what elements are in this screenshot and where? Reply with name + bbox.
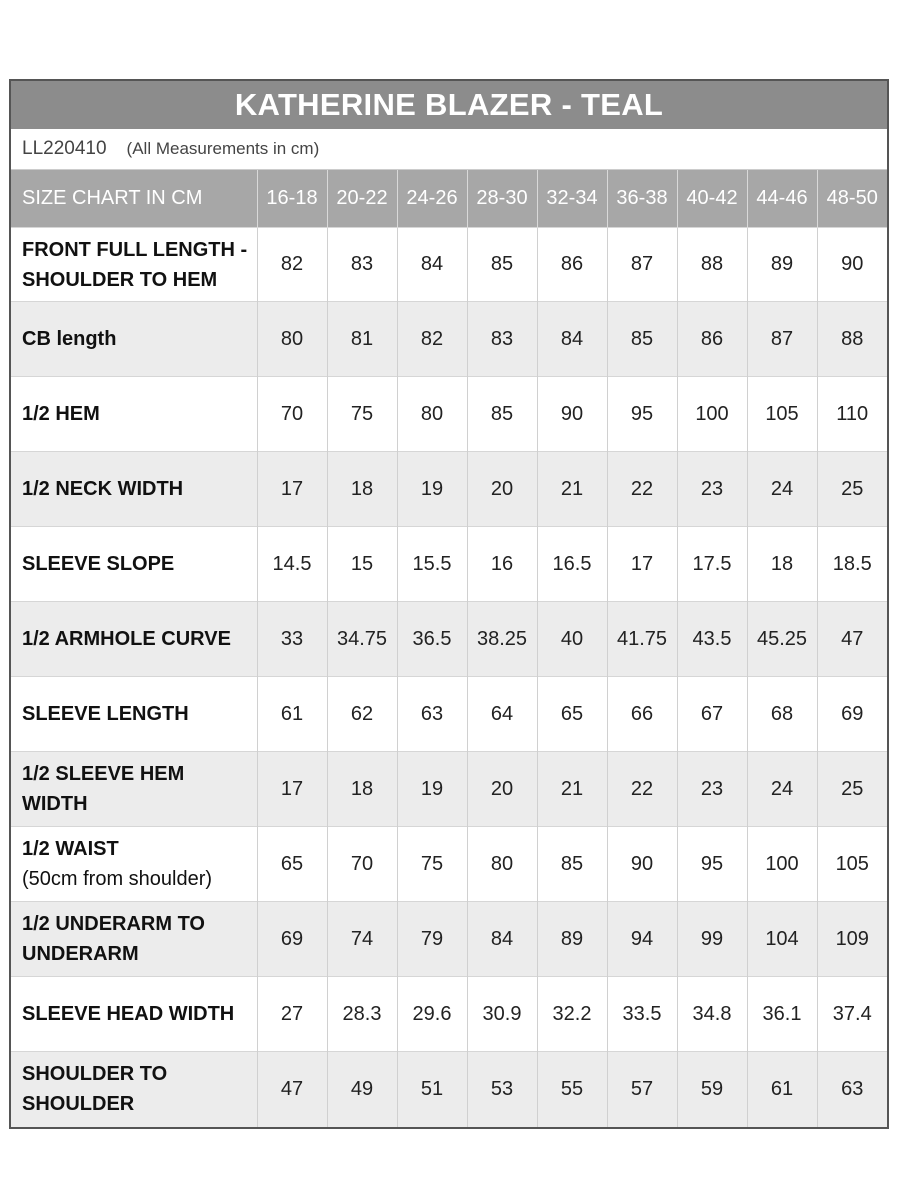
measurement-cell: 80: [397, 377, 467, 452]
measurement-cell: 65: [257, 827, 327, 902]
measurement-cell: 32.2: [537, 977, 607, 1052]
row-label: [11, 527, 257, 602]
measurement-cell: 70: [257, 377, 327, 452]
size-header: 40-42: [677, 170, 747, 228]
measurement-cell: 90: [817, 228, 887, 302]
measurement-cell: 110: [817, 377, 887, 452]
measurement-cell: 85: [467, 377, 537, 452]
measurement-cell: 21: [537, 752, 607, 827]
row-label: [11, 452, 257, 527]
measurement-cell: 18: [327, 752, 397, 827]
measurement-cell: 24: [747, 752, 817, 827]
measurement-cell: 57: [607, 1052, 677, 1127]
measurement-cell: 16.5: [537, 527, 607, 602]
measurement-cell: 99: [677, 902, 747, 977]
measurement-cell: 37.4: [817, 977, 887, 1052]
measurement-cell: 43.5: [677, 602, 747, 677]
measurement-cell: 74: [327, 902, 397, 977]
measurement-cell: 20: [467, 752, 537, 827]
row-label-line: 1/2 UNDERARM TO: [22, 913, 205, 935]
measurement-cell: 33.5: [607, 977, 677, 1052]
row-label: [11, 677, 257, 752]
measurement-cell: 53: [467, 1052, 537, 1127]
size-table: [11, 170, 887, 1127]
measurement-cell: 17: [607, 527, 677, 602]
measurement-cell: 89: [747, 228, 817, 302]
measurement-cell: 84: [397, 228, 467, 302]
table-row: [11, 452, 887, 527]
measurement-cell: 61: [747, 1052, 817, 1127]
measurement-cell: 36.1: [747, 977, 817, 1052]
measurement-cell: 34.8: [677, 977, 747, 1052]
measurement-cell: 87: [607, 228, 677, 302]
measurement-cell: 100: [747, 827, 817, 902]
measurement-cell: 20: [467, 452, 537, 527]
measurement-cell: 61: [257, 677, 327, 752]
measurement-cell: 24: [747, 452, 817, 527]
row-label: [11, 377, 257, 452]
measurement-cell: 59: [677, 1052, 747, 1127]
subtitle-bar: [11, 129, 887, 170]
row-label: [11, 827, 257, 902]
row-label: [11, 752, 257, 827]
measurement-cell: 80: [257, 302, 327, 377]
measurement-cell: 85: [537, 827, 607, 902]
measurement-cell: 75: [397, 827, 467, 902]
measurement-cell: 18: [327, 452, 397, 527]
row-label-line: UNDERARM: [22, 943, 139, 965]
measurement-cell: 16: [467, 527, 537, 602]
header-label: SIZE CHART IN CM: [11, 170, 257, 228]
row-label: [11, 1052, 257, 1127]
table-row: [11, 302, 887, 377]
measurement-cell: 55: [537, 1052, 607, 1127]
measurement-cell: 18: [747, 527, 817, 602]
measurement-cell: 63: [817, 1052, 887, 1127]
measurement-cell: 36.5: [397, 602, 467, 677]
measurement-cell: 84: [467, 902, 537, 977]
measurement-cell: 29.6: [397, 977, 467, 1052]
measurement-cell: 90: [607, 827, 677, 902]
measurement-cell: 38.25: [467, 602, 537, 677]
measurement-cell: 80: [467, 827, 537, 902]
measurement-cell: 34.75: [327, 602, 397, 677]
measurement-cell: 15: [327, 527, 397, 602]
measurement-cell: 19: [397, 452, 467, 527]
measurement-cell: 64: [467, 677, 537, 752]
table-body: [11, 228, 887, 1127]
measurement-cell: 88: [677, 228, 747, 302]
measurement-cell: 65: [537, 677, 607, 752]
measurement-cell: 30.9: [467, 977, 537, 1052]
row-label-line: SHOULDER TO: [22, 1063, 168, 1086]
measurement-cell: 100: [677, 377, 747, 452]
measurement-cell: 18.5: [817, 527, 887, 602]
table-row: [11, 527, 887, 602]
measurement-cell: 45.25: [747, 602, 817, 677]
measurement-cell: 66: [607, 677, 677, 752]
measurement-cell: 67: [677, 677, 747, 752]
measurement-cell: 83: [327, 228, 397, 302]
row-label-line: 1/2 WAIST: [22, 838, 119, 860]
measurement-cell: 85: [607, 302, 677, 377]
measurement-cell: 17.5: [677, 527, 747, 602]
measurement-cell: 22: [607, 452, 677, 527]
measurement-cell: 88: [817, 302, 887, 377]
row-label-line: SLEEVE LENGTH: [22, 703, 189, 725]
table-row: [11, 677, 887, 752]
measurement-cell: 95: [607, 377, 677, 452]
measurement-cell: 23: [677, 452, 747, 527]
row-label-line: 1/2 SLEEVE HEM: [22, 763, 185, 785]
measurement-cell: 25: [817, 452, 887, 527]
measurement-cell: 105: [817, 827, 887, 902]
table-row: [11, 752, 887, 827]
measurement-cell: 63: [397, 677, 467, 752]
measurement-cell: 94: [607, 902, 677, 977]
measurement-cell: 14.5: [257, 527, 327, 602]
chart-title: KATHERINE BLAZER - TEAL: [11, 81, 887, 129]
measurement-cell: 68: [747, 677, 817, 752]
measurement-cell: 79: [397, 902, 467, 977]
measurement-cell: 28.3: [327, 977, 397, 1052]
measurement-cell: 84: [537, 302, 607, 377]
row-label-line: SLEEVE SLOPE: [22, 553, 175, 575]
size-header: 44-46: [747, 170, 817, 228]
measurement-cell: 49: [327, 1052, 397, 1127]
measurement-cell: 70: [327, 827, 397, 902]
row-label: [11, 302, 257, 377]
table-row: [11, 377, 887, 452]
measurement-cell: 33: [257, 602, 327, 677]
size-header: 16-18: [257, 170, 327, 228]
measurement-cell: 82: [397, 302, 467, 377]
measurement-cell: 41.75: [607, 602, 677, 677]
row-label-line: 1/2 HEM: [22, 403, 100, 425]
table-row: [11, 827, 887, 902]
row-label-line: SHOULDER: [22, 1093, 135, 1116]
measurement-cell: 47: [817, 602, 887, 677]
table-row: [11, 977, 887, 1052]
measurement-cell: 69: [817, 677, 887, 752]
measurement-cell: 23: [677, 752, 747, 827]
measurement-cell: 69: [257, 902, 327, 977]
measurement-cell: 105: [747, 377, 817, 452]
table-row: [11, 902, 887, 977]
measurement-cell: 89: [537, 902, 607, 977]
measurement-cell: 47: [257, 1052, 327, 1127]
row-label-line: FRONT FULL LENGTH -: [22, 238, 248, 261]
measurement-cell: 87: [747, 302, 817, 377]
size-header: 24-26: [397, 170, 467, 228]
row-label-line: SLEEVE HEAD WIDTH: [22, 1003, 235, 1025]
measurement-cell: 40: [537, 602, 607, 677]
measurement-cell: 104: [747, 902, 817, 977]
measurement-cell: 62: [327, 677, 397, 752]
size-header: 28-30: [467, 170, 537, 228]
measurement-cell: 19: [397, 752, 467, 827]
measurement-cell: 15.5: [397, 527, 467, 602]
size-header: 36-38: [607, 170, 677, 228]
measurement-cell: 75: [327, 377, 397, 452]
size-header: 20-22: [327, 170, 397, 228]
measurement-cell: 86: [677, 302, 747, 377]
measurement-cell: 21: [537, 452, 607, 527]
row-label: [11, 228, 257, 302]
measurement-cell: 17: [257, 452, 327, 527]
measurement-cell: 82: [257, 228, 327, 302]
row-label-line: 1/2 NECK WIDTH: [22, 478, 184, 500]
row-label-line: 1/2 ARMHOLE CURVE: [22, 628, 231, 650]
measurement-cell: 27: [257, 977, 327, 1052]
row-label-line: CB length: [22, 328, 117, 350]
row-label-note: (50cm from shoulder): [22, 868, 213, 890]
measurement-cell: 85: [467, 228, 537, 302]
measurement-note: (All Measurements in cm): [126, 139, 320, 158]
measurement-cell: 22: [607, 752, 677, 827]
measurement-cell: 95: [677, 827, 747, 902]
size-chart: [9, 79, 889, 1129]
row-label: [11, 902, 257, 977]
measurement-cell: 81: [327, 302, 397, 377]
product-code: LL220410: [22, 138, 107, 159]
row-label: [11, 602, 257, 677]
size-header: 48-50: [817, 170, 887, 228]
measurement-cell: 83: [467, 302, 537, 377]
size-header: 32-34: [537, 170, 607, 228]
measurement-cell: 86: [537, 228, 607, 302]
table-row: [11, 602, 887, 677]
measurement-cell: 25: [817, 752, 887, 827]
table-row: [11, 228, 887, 302]
measurement-cell: 17: [257, 752, 327, 827]
row-label: [11, 977, 257, 1052]
measurement-cell: 90: [537, 377, 607, 452]
measurement-cell: 51: [397, 1052, 467, 1127]
row-label-line: SHOULDER TO HEM: [22, 268, 218, 291]
measurement-cell: 109: [817, 902, 887, 977]
header-row: [11, 170, 887, 228]
row-label-line: WIDTH: [22, 793, 88, 815]
table-row: [11, 1052, 887, 1127]
